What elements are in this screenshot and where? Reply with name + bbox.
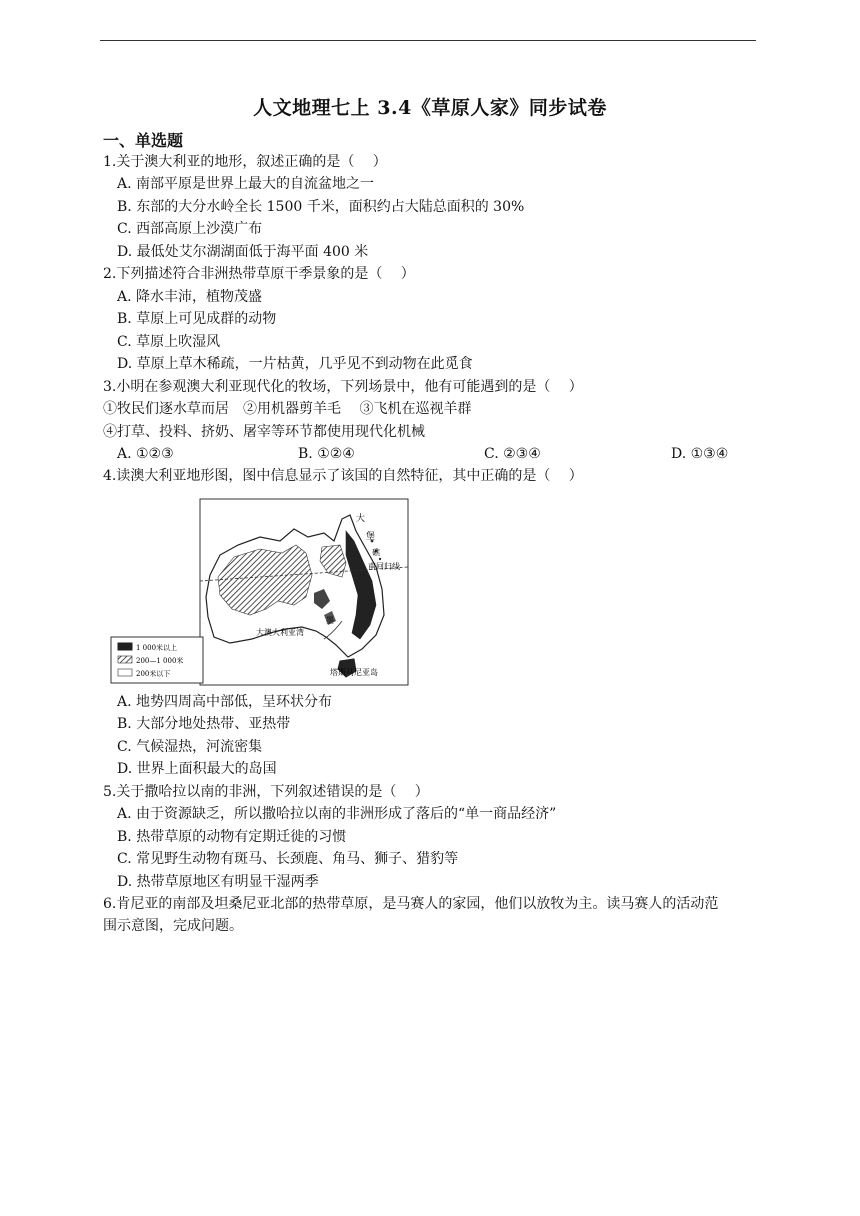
legend-label-low: 200米以下 (136, 670, 171, 678)
question-1-option-a[interactable]: A. 南部平原是世界上最大的自流盆地之一 (117, 176, 375, 192)
question-4-option-d[interactable]: D. 世界上面积最大的岛国 (117, 761, 277, 777)
question-1-option-c[interactable]: C. 西部高原上沙漠广布 (117, 221, 263, 237)
map-label-tropic: 南回归线 (368, 562, 400, 571)
legend-label-high: 1 000米以上 (136, 644, 178, 652)
question-3-option-b[interactable]: B. ①②④ (298, 446, 355, 462)
map-label-bight: 大澳大利亚湾 (256, 628, 304, 637)
question-3-option-a[interactable]: A. ①②③ (117, 446, 174, 462)
page-title: 人文地理七上 3.4《草原人家》同步试卷 (253, 97, 607, 119)
question-5-option-d[interactable]: D. 热带草原地区有明显干湿两季 (117, 874, 319, 890)
question-5-option-c[interactable]: C. 常见野生动物有斑马、长颈鹿、角马、狮子、猎豹等 (117, 851, 459, 867)
legend-swatch-high (118, 643, 132, 650)
question-3-option-c[interactable]: C. ②③④ (484, 446, 541, 462)
question-4-option-c[interactable]: C. 气候湿热，河流密集 (117, 739, 263, 755)
question-5-option-a[interactable]: A. 由于资源缺乏，所以撒哈拉以南的非洲形成了落后的“单一商品经济” (117, 806, 557, 822)
question-2-option-b[interactable]: B. 草原上可见成群的动物 (117, 311, 277, 327)
question-2-option-c[interactable]: C. 草原上吹湿风 (117, 334, 221, 350)
question-1-stem: 1.关于澳大利亚的地形，叙述正确的是（ ） (103, 154, 387, 170)
map-label-reef-2: 堡 (366, 532, 376, 542)
question-4-stem: 4.读澳大利亚地形图，图中信息显示了该国的自然特征，其中正确的是（ ） (103, 468, 583, 484)
question-2-option-a[interactable]: A. 降水丰沛，植物茂盛 (117, 289, 263, 305)
legend-swatch-mid (118, 656, 132, 663)
map-label-tasmania: 塔斯马尼亚岛 (330, 668, 378, 677)
question-1-option-d[interactable]: D. 最低处艾尔湖湖面低于海平面 400 米 (117, 244, 369, 260)
question-5-option-b[interactable]: B. 热带草原的动物有定期迁徙的习惯 (117, 829, 347, 845)
question-4-option-b[interactable]: B. 大部分地处热带、亚热带 (117, 716, 291, 732)
legend-label-mid: 200—1 000米 (136, 657, 184, 665)
map-label-reef-3: 礁 (372, 548, 380, 557)
map-label-murray: 墨 (326, 616, 334, 625)
question-1-option-b[interactable]: B. 东部的大分水岭全长 1500 千米，面积约占大陆总面积的 30% (117, 199, 525, 215)
question-5-stem: 5.关于撒哈拉以南的非洲，下列叙述错误的是（ ） (103, 784, 429, 800)
question-3-option-d[interactable]: D. ①③④ (671, 446, 729, 462)
section-heading: 一、单选题 (103, 131, 184, 150)
question-6-stem-line-2: 围示意图，完成问题。 (103, 918, 243, 934)
header-rule (100, 40, 756, 41)
question-3-stem: 3.小明在参观澳大利亚现代化的牧场，下列场景中，他有可能遇到的是（ ） (103, 379, 583, 395)
map-label-reef-1: 大 (356, 514, 366, 524)
australia-terrain-map (110, 497, 410, 687)
question-6-stem-line-1: 6.肯尼亚的南部及坦桑尼亚北部的热带草原，是马赛人的家园，他们以放牧为主。读马赛人的活动范 (103, 896, 719, 912)
question-2-stem: 2.下列描述符合非洲热带草原干季景象的是（ ） (103, 266, 415, 282)
question-4-option-a[interactable]: A. 地势四周高中部低，呈环状分布 (117, 694, 333, 710)
legend-swatch-low (118, 669, 132, 676)
question-3-items-line-1: ①牧民们逐水草而居 ②用机器剪羊毛 ③飞机在巡视羊群 (103, 401, 472, 417)
question-3-items-line-2: ④打草、投料、挤奶、屠宰等环节都使用现代化机械 (103, 424, 425, 440)
question-2-option-d[interactable]: D. 草原上草木稀疏，一片枯黄，几乎见不到动物在此觅食 (117, 356, 473, 372)
